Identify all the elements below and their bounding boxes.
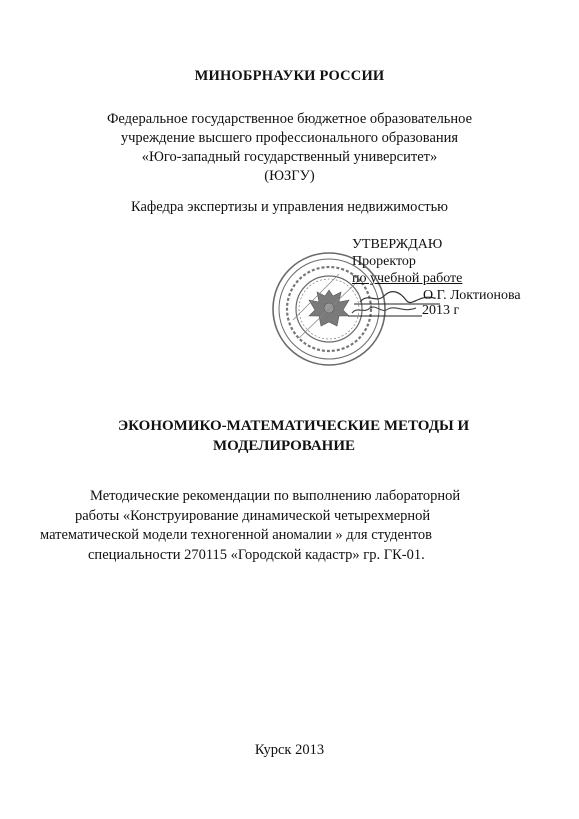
ministry-heading: МИНОБРНАУКИ РОССИИ: [194, 68, 385, 84]
approval-block: [352, 236, 552, 318]
handwritten-date: [348, 302, 422, 318]
description-line: Методические рекомендации по выполнению лабораторной: [90, 488, 461, 504]
department-name: Кафедра экспертизы и управления недвижимостью: [130, 199, 449, 215]
institution-line: «Юго-западный государственный университет»: [141, 149, 438, 165]
approval-heading: УТВЕРЖДАЮ: [352, 237, 443, 252]
title-line: МОДЕЛИРОВАНИЕ: [213, 438, 356, 454]
title-line: ЭКОНОМИКО-МАТЕМАТИЧЕСКИЕ МЕТОДЫ И: [118, 418, 470, 434]
institution-line: учреждение высшего профессионального образования: [120, 130, 459, 146]
signatory-name: О.Г. Локтионова: [423, 288, 521, 303]
document-title: [0, 416, 579, 456]
institution-line: Федеральное государственное бюджетное образовательное: [106, 111, 473, 127]
institution-abbreviation: (ЮЗГУ): [264, 168, 315, 184]
city-year: Курск 2013: [254, 742, 325, 758]
approval-year: 2013 г: [422, 303, 460, 318]
description-line: специальности 270115 «Городской кадастр» гр. ГК-01.: [88, 546, 425, 563]
approval-position: Проректор: [352, 254, 416, 269]
description-line: математической модели техногенной аномалии » для студентов: [40, 527, 432, 543]
institution-block: [0, 110, 579, 186]
approval-position-detail: по учебной работе: [352, 271, 463, 286]
description-line: работы «Конструирование динамической четырехмерной: [75, 507, 431, 524]
document-description: [40, 487, 540, 565]
